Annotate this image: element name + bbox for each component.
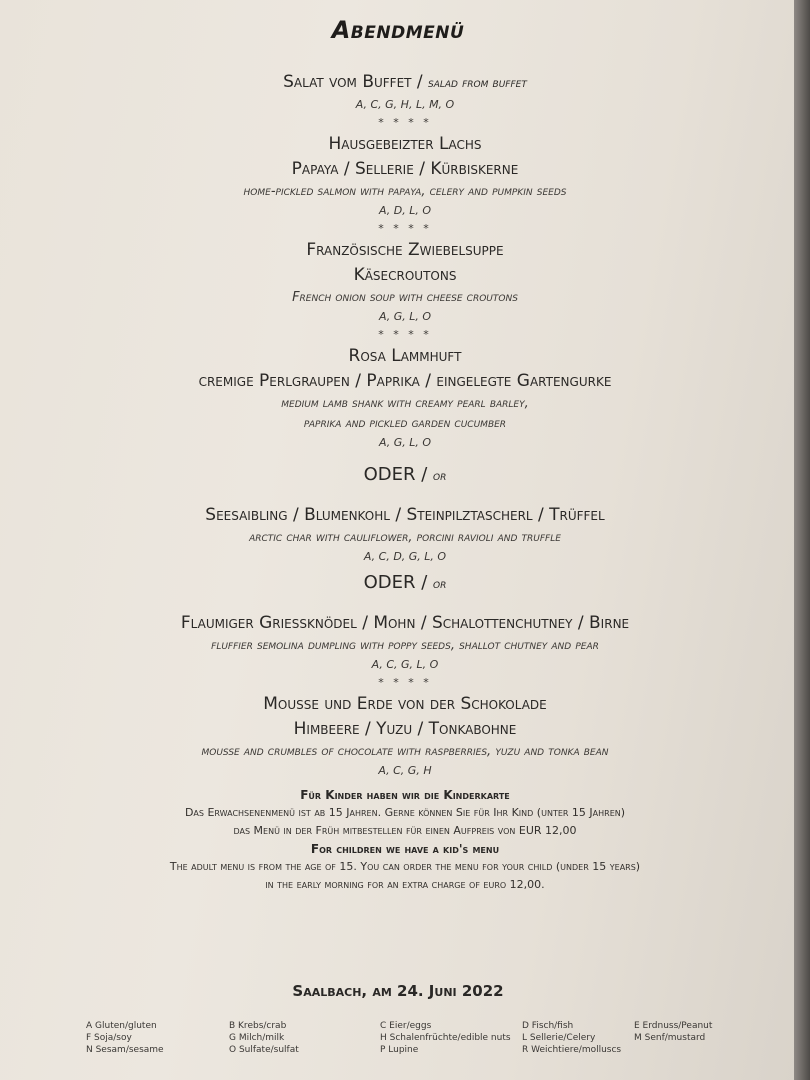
- course-7-en: mousse and crumbles of chocolate with raspberries, yuzu and tonka bean: [201, 744, 609, 759]
- legend-item: L Sellerie/Celery: [522, 1033, 596, 1043]
- course-5-dish: Seesaibling / Blumenkohl / Steinpilztascherl / Trüffel: [205, 505, 605, 525]
- course-2-dish-line-2: Papaya / Sellerie / Kürbiskerne: [291, 159, 519, 179]
- course-6-dish: Flaumiger Grießknödel / Mohn / Schalottenchutney / Birne: [180, 613, 630, 633]
- legend-column-4: [522, 1020, 621, 1056]
- separator: * * * *: [378, 328, 432, 341]
- legend-item: M Senf/mustard: [634, 1033, 706, 1043]
- course-2-en: home-pickled salmon with papaya, celery and pumpkin seeds: [243, 184, 567, 199]
- page-edge-shadow: [794, 0, 810, 1080]
- kids-text-de-2: das Menü in der Früh mitbestellen für einen Aufpreis von EUR 12,00: [233, 824, 577, 837]
- kids-heading-de: Für Kinder haben wir die Kinderkarte: [300, 788, 510, 802]
- menu-title: Abendmenü: [331, 16, 465, 44]
- legend-item: O Sulfate/sulfat: [229, 1045, 299, 1055]
- separator: * * * *: [378, 676, 432, 689]
- kids-heading-en: For children we have a kid's menu: [310, 842, 500, 856]
- or-de: ODER /: [363, 464, 428, 485]
- course-1-dish-de: Salat vom Buffet /: [283, 72, 423, 92]
- legend-item: D Fisch/fish: [522, 1021, 574, 1031]
- course-1-allergens: A, C, G, H, L, M, O: [355, 98, 455, 111]
- kids-text-en-1: The adult menu is from the age of 15. You can order the menu for your child (under 15 years): [169, 860, 641, 873]
- menu-courses: [0, 70, 810, 894]
- kids-text-en-2: in the early morning for an extra charge of euro 12,00.: [265, 878, 545, 891]
- course-2-allergens: A, D, L, O: [379, 204, 431, 217]
- course-2-dish-line-1: Hausgebeizter Lachs: [328, 134, 482, 154]
- course-7-dish-line-2: Himbeere / Yuzu / Tonkabohne: [293, 719, 517, 739]
- course-6-allergens: A, C, G, L, O: [371, 658, 439, 671]
- legend-column-2: [229, 1020, 299, 1056]
- legend-item: P Lupine: [380, 1045, 419, 1055]
- course-4-en-line-2: paprika and pickled garden cucumber: [303, 416, 507, 431]
- legend-item: N Sesam/sesame: [86, 1045, 164, 1055]
- allergen-legend: [86, 1020, 736, 1064]
- legend-item: A Gluten/gluten: [86, 1021, 157, 1031]
- or-en: or: [433, 469, 447, 484]
- course-4-en-line-1: medium lamb shank with creamy pearl barley,: [281, 396, 529, 411]
- course-4-allergens: A, G, L, O: [378, 436, 432, 449]
- legend-item: B Krebs/crab: [229, 1021, 287, 1031]
- separator: * * * *: [378, 116, 432, 129]
- course-7-dish-line-1: Mousse und Erde von der Schokolade: [263, 694, 547, 714]
- course-4-dish-line-2: cremige Perlgraupen / Paprika / eingelegte Gartengurke: [198, 371, 612, 391]
- course-5-allergens: A, C, D, G, L, O: [363, 550, 447, 563]
- course-3-dish-line-1: Französische Zwiebelsuppe: [306, 240, 504, 260]
- legend-item: E Erdnuss/Peanut: [634, 1021, 713, 1031]
- legend-column-1: [86, 1020, 164, 1056]
- kids-text-de-1: Das Erwachsenenmenü ist ab 15 Jahren. Gerne können Sie für Ihr Kind (unter 15 Jahren): [184, 806, 626, 819]
- legend-item: R Weichtiere/molluscs: [522, 1045, 622, 1055]
- course-7-allergens: A, C, G, H: [378, 764, 432, 777]
- course-5-en: arctic char with cauliflower, porcini ravioli and truffle: [249, 530, 561, 545]
- legend-column-5: [634, 1020, 712, 1044]
- legend-item: H Schalenfrüchte/edible nuts: [380, 1033, 511, 1043]
- legend-item: G Milch/milk: [229, 1033, 285, 1043]
- or-divider: [0, 464, 810, 485]
- course-1-dish-en: salad from buffet: [428, 76, 527, 91]
- or-divider: [0, 572, 810, 593]
- course-4-dish-line-1: Rosa Lammhuft: [348, 346, 462, 366]
- legend-item: C Eier/eggs: [380, 1021, 432, 1031]
- legend-item: F Soja/soy: [86, 1033, 132, 1043]
- place-date: Saalbach, am 24. Juni 2022: [292, 982, 504, 1000]
- course-3-allergens: A, G, L, O: [378, 310, 432, 323]
- course-6-en: fluffier semolina dumpling with poppy seeds, shallot chutney and pear: [211, 638, 599, 653]
- or-de: ODER /: [363, 572, 428, 593]
- separator: * * * *: [378, 222, 432, 235]
- course-1-dish: [0, 70, 810, 96]
- course-3-dish-line-2: Käsecroutons: [353, 265, 457, 285]
- legend-column-3: [380, 1020, 511, 1056]
- or-en: or: [433, 577, 447, 592]
- course-3-en: French onion soup with cheese croutons: [292, 290, 518, 305]
